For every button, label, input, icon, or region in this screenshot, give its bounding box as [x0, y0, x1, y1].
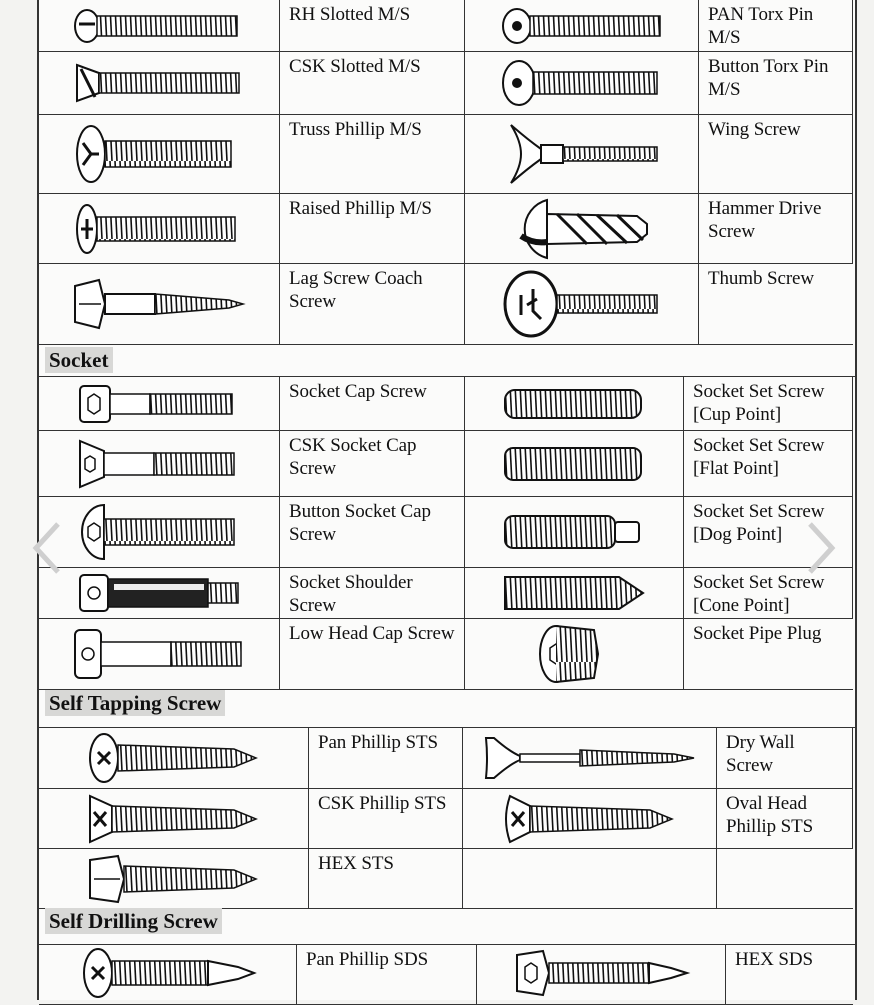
- section-heading-self-tapping: Self Tapping Screw: [39, 690, 855, 728]
- empty-cell: [463, 849, 717, 909]
- dry-wall-screw-icon: [463, 728, 717, 789]
- screw-chart-sheet: [37, 0, 857, 1000]
- set-screw-dog-icon: [465, 497, 684, 568]
- dry-wall-screw-label: Dry Wall Screw: [717, 728, 853, 789]
- chevron-right-icon[interactable]: [800, 518, 840, 578]
- set-screw-flat-label: Socket Set Screw [Flat Point]: [684, 431, 853, 497]
- set-screw-cup-label: Socket Set Screw [Cup Point]: [684, 377, 853, 431]
- oval-head-phillip-sts-label: Oval Head Phillip STS: [717, 789, 853, 849]
- hex-sts-icon: [39, 849, 309, 909]
- set-screw-dog-label: Socket Set Screw [Dog Point]: [684, 497, 853, 568]
- button-socket-cap-screw-icon: [39, 497, 280, 568]
- csk-socket-cap-screw-label: CSK Socket Cap Screw: [280, 431, 465, 497]
- self-tapping-screw-table: [39, 728, 855, 909]
- button-torx-pin-screw-label: Button Torx Pin M/S: [699, 52, 853, 115]
- self-drilling-screw-table: [39, 945, 855, 1005]
- rh-slotted-screw-label: RH Slotted M/S: [280, 0, 465, 52]
- socket-screw-table: [39, 377, 855, 690]
- socket-shoulder-screw-label: Socket Shoulder Screw: [280, 568, 465, 619]
- wing-screw-icon: [465, 115, 699, 194]
- csk-phillip-sts-label: CSK Phillip STS: [309, 789, 463, 849]
- hex-sds-icon: [477, 945, 726, 1005]
- set-screw-cup-icon: [465, 377, 684, 431]
- section-heading-socket: Socket: [39, 345, 855, 377]
- set-screw-cone-label: Socket Set Screw [Cone Point]: [684, 568, 853, 619]
- raised-phillip-screw-label: Raised Phillip M/S: [280, 194, 465, 264]
- rh-slotted-screw-icon: [39, 0, 280, 52]
- pan-phillip-sts-label: Pan Phillip STS: [309, 728, 463, 789]
- csk-slotted-screw-label: CSK Slotted M/S: [280, 52, 465, 115]
- hammer-drive-screw-label: Hammer Drive Screw: [699, 194, 853, 264]
- oval-head-phillip-sts-icon: [463, 789, 717, 849]
- button-socket-cap-screw-label: Button Socket Cap Screw: [280, 497, 465, 568]
- socket-pipe-plug-label: Socket Pipe Plug: [684, 619, 853, 690]
- set-screw-cone-icon: [465, 568, 684, 619]
- low-head-cap-screw-label: Low Head Cap Screw: [280, 619, 465, 690]
- lag-screw-label: Lag Screw Coach Screw: [280, 264, 465, 345]
- empty-cell: [717, 849, 853, 909]
- socket-cap-screw-label: Socket Cap Screw: [280, 377, 465, 431]
- truss-phillip-screw-icon: [39, 115, 280, 194]
- hex-sds-label: HEX SDS: [726, 945, 853, 1005]
- socket-pipe-plug-icon: [465, 619, 684, 690]
- machine-screw-table: [39, 0, 855, 345]
- pan-phillip-sds-icon: [39, 945, 297, 1005]
- section-heading-self-drilling: Self Drilling Screw: [39, 909, 855, 945]
- csk-socket-cap-screw-icon: [39, 431, 280, 497]
- button-torx-pin-screw-icon: [465, 52, 699, 115]
- low-head-cap-screw-icon: [39, 619, 280, 690]
- hex-sts-label: HEX STS: [309, 849, 463, 909]
- pan-phillip-sds-label: Pan Phillip SDS: [297, 945, 477, 1005]
- raised-phillip-screw-icon: [39, 194, 280, 264]
- truss-phillip-screw-label: Truss Phillip M/S: [280, 115, 465, 194]
- thumb-screw-icon: [465, 264, 699, 345]
- socket-shoulder-screw-icon: [39, 568, 280, 619]
- thumb-screw-label: Thumb Screw: [699, 264, 853, 345]
- set-screw-flat-icon: [465, 431, 684, 497]
- csk-slotted-screw-icon: [39, 52, 280, 115]
- lag-screw-icon: [39, 264, 280, 345]
- csk-phillip-sts-icon: [39, 789, 309, 849]
- pan-phillip-sts-icon: [39, 728, 309, 789]
- socket-cap-screw-icon: [39, 377, 280, 431]
- pan-torx-pin-screw-label: PAN Torx Pin M/S: [699, 0, 853, 52]
- hammer-drive-screw-icon: [465, 194, 699, 264]
- chevron-left-icon[interactable]: [28, 518, 68, 578]
- pan-torx-pin-screw-icon: [465, 0, 699, 52]
- wing-screw-label: Wing Screw: [699, 115, 853, 194]
